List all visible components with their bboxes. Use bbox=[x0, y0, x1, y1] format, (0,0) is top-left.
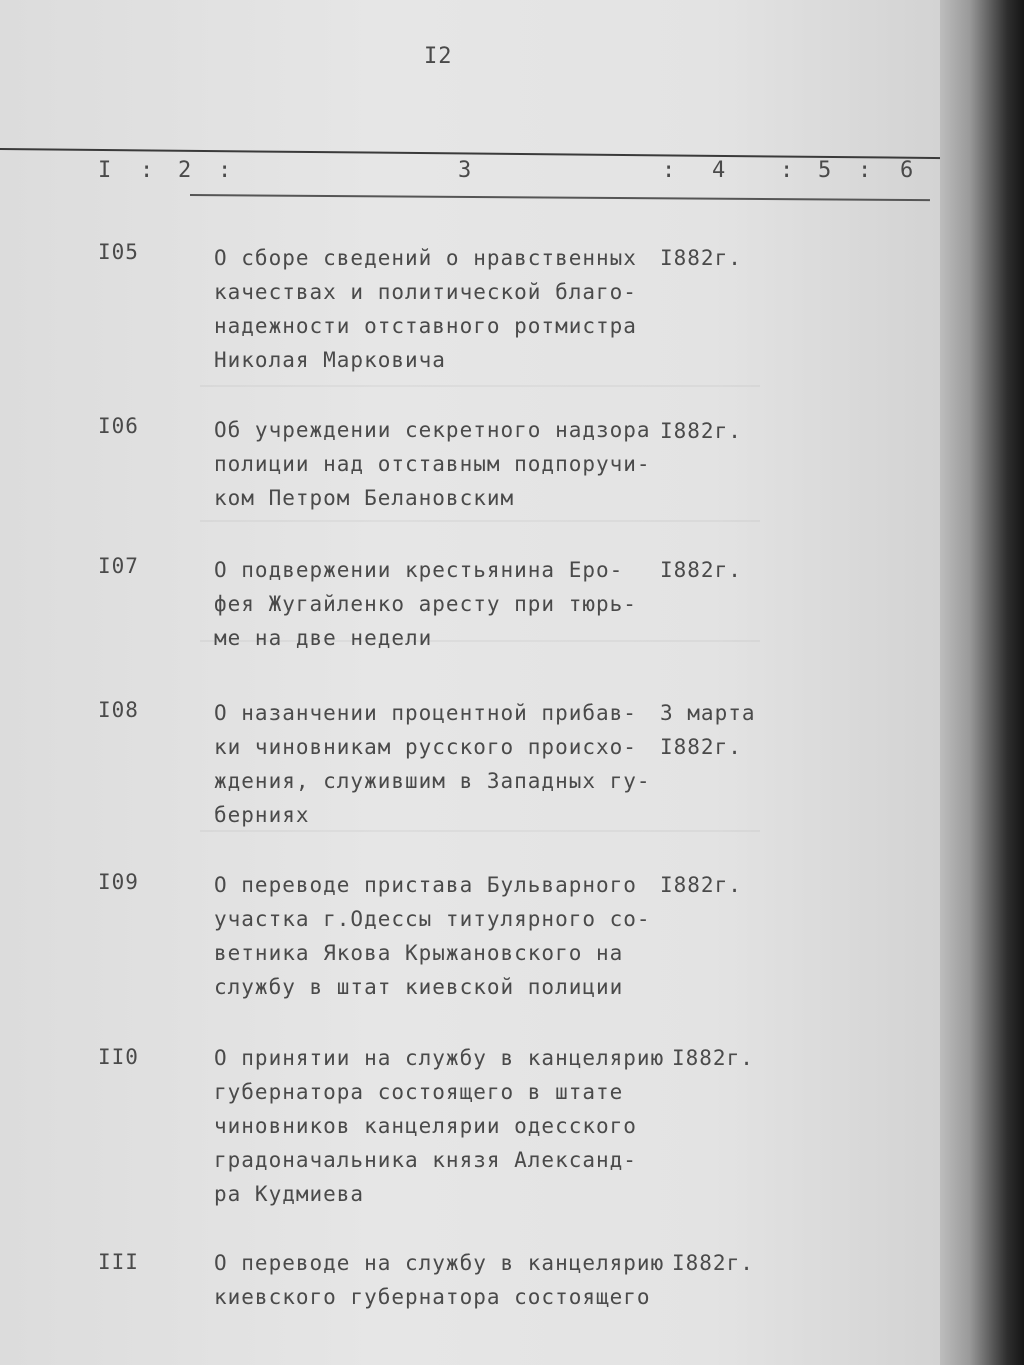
column-header-5: 5 bbox=[818, 158, 833, 183]
entry-description bbox=[214, 868, 664, 1004]
description-line: ки чиновникам русского происхо- bbox=[214, 735, 637, 759]
entry-number: I06 bbox=[98, 414, 139, 438]
entry-description bbox=[214, 553, 664, 655]
description-line: берниях bbox=[214, 803, 310, 827]
entry-number: II0 bbox=[98, 1045, 139, 1069]
description-line: киевского губернатора состоящего bbox=[214, 1285, 651, 1309]
entry-date bbox=[672, 1041, 754, 1075]
entry-number: III bbox=[98, 1250, 139, 1274]
column-header-separator: : bbox=[662, 158, 677, 183]
entry-number: I05 bbox=[98, 240, 139, 264]
date-line: I882г. bbox=[660, 246, 742, 270]
column-header-4: 4 bbox=[712, 158, 727, 183]
page-shadow-edge bbox=[940, 0, 1024, 1365]
entry-number: I09 bbox=[98, 870, 139, 894]
column-header-separator: : bbox=[140, 158, 155, 183]
description-line: О назанчении процентной прибав- bbox=[214, 701, 637, 725]
column-header-3: 3 bbox=[458, 158, 473, 183]
date-line: 3 марта bbox=[660, 701, 756, 725]
description-line: ме на две недели bbox=[214, 626, 433, 650]
date-line: I882г. bbox=[660, 735, 742, 759]
description-line: службу в штат киевской полиции bbox=[214, 975, 624, 999]
entry-date bbox=[660, 553, 742, 587]
description-line: надежности отставного ротмистра bbox=[214, 314, 637, 338]
date-line: I882г. bbox=[660, 419, 742, 443]
description-line: О переводе пристава Бульварного bbox=[214, 873, 637, 897]
entry-description bbox=[214, 1041, 664, 1211]
description-line: О подвержении крестьянина Еро- bbox=[214, 558, 624, 582]
bleed-through-line bbox=[200, 520, 760, 522]
date-line: I882г. bbox=[672, 1251, 754, 1275]
entry-number: I07 bbox=[98, 554, 139, 578]
entry-description bbox=[214, 1246, 664, 1314]
column-header-separator: : bbox=[858, 158, 873, 183]
description-line: губернатора состоящего в штате bbox=[214, 1080, 624, 1104]
description-line: чиновников канцелярии одесского bbox=[214, 1114, 637, 1138]
description-line: О принятии на службу в канцелярию bbox=[214, 1046, 665, 1070]
column-header-2: 2 bbox=[178, 158, 193, 183]
description-line: ком Петром Белановским bbox=[214, 486, 515, 510]
entry-date bbox=[660, 414, 742, 448]
entry-description bbox=[214, 696, 664, 832]
header-rule-bottom bbox=[190, 194, 930, 201]
column-header-6: 6 bbox=[900, 158, 915, 183]
description-line: фея Жугайленко аресту при тюрь- bbox=[214, 592, 637, 616]
page-number: I2 bbox=[424, 44, 453, 69]
description-line: Николая Марковича bbox=[214, 348, 446, 372]
entry-date bbox=[660, 241, 742, 275]
date-line: I882г. bbox=[660, 558, 742, 582]
column-header-separator: : bbox=[218, 158, 233, 183]
description-line: Об учреждении секретного надзора bbox=[214, 418, 651, 442]
column-header-separator: : bbox=[780, 158, 795, 183]
description-line: качествах и политической благо- bbox=[214, 280, 637, 304]
entry-description bbox=[214, 413, 664, 515]
description-line: О сборе сведений о нравственных bbox=[214, 246, 637, 270]
entry-description bbox=[214, 241, 664, 377]
entry-number: I08 bbox=[98, 698, 139, 722]
description-line: О переводе на службу в канцелярию bbox=[214, 1251, 665, 1275]
description-line: градоначальника князя Александ- bbox=[214, 1148, 637, 1172]
description-line: полиции над отставным подпоручи- bbox=[214, 452, 651, 476]
date-line: I882г. bbox=[660, 873, 742, 897]
description-line: ветника Якова Крыжановского на bbox=[214, 941, 624, 965]
description-line: ждения, служившим в Западных гу- bbox=[214, 769, 651, 793]
entry-date bbox=[672, 1246, 754, 1280]
description-line: участка г.Одессы титулярного со- bbox=[214, 907, 651, 931]
description-line: ра Кудмиева bbox=[214, 1182, 365, 1206]
date-line: I882г. bbox=[672, 1046, 754, 1070]
bleed-through-line bbox=[200, 385, 760, 387]
entry-date bbox=[660, 696, 756, 764]
column-header-1: I bbox=[98, 158, 113, 183]
entry-date bbox=[660, 868, 742, 902]
